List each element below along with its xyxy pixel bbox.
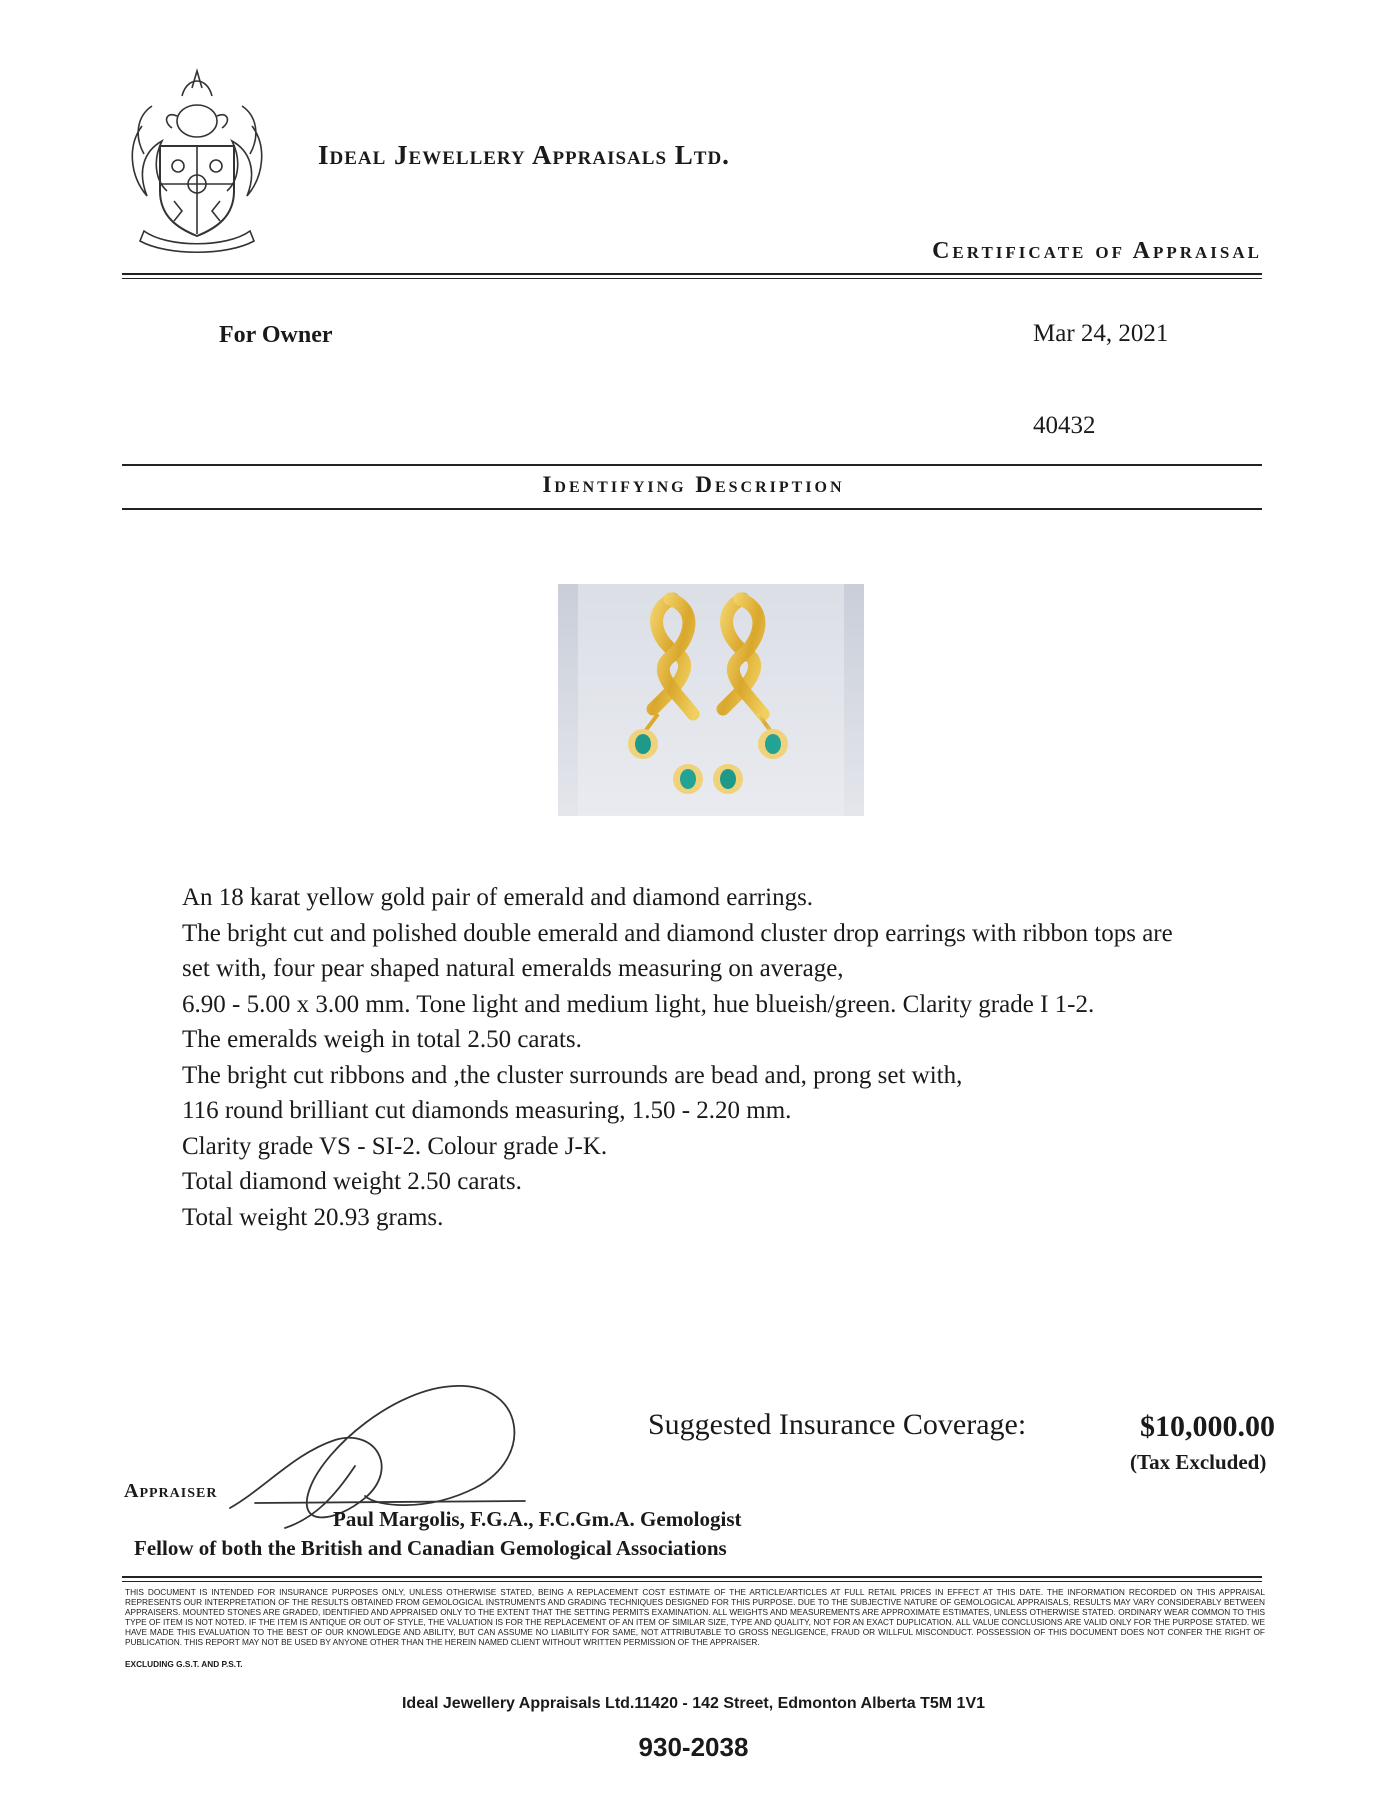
divider — [122, 278, 1262, 279]
appraiser-credentials: Fellow of both the British and Canadian Gemological Associations — [134, 1536, 727, 1560]
coat-of-arms-icon — [122, 66, 272, 254]
description-line: 116 round brilliant cut diamonds measuring, 1.50 - 2.20 mm. — [182, 1097, 792, 1124]
footer-phone: 930-2038 — [638, 1732, 749, 1762]
tax-exclusion-note: EXCLUDING G.S.T. AND P.S.T. — [125, 1659, 243, 1669]
item-description — [182, 880, 1302, 1235]
divider — [122, 464, 1262, 466]
description-line: The bright cut and polished double emerald and diamond cluster drop earrings with ribbon tops are — [182, 919, 1173, 947]
description-line: Total diamond weight 2.50 carats. — [182, 1168, 522, 1195]
tax-note: (Tax Excluded) — [1130, 1450, 1267, 1474]
description-line: The bright cut ribbons and ,the cluster surrounds are bead and, prong set with, — [182, 1061, 963, 1089]
description-line: set with, four pear shaped natural emeralds measuring on average, — [182, 955, 844, 982]
disclaimer-text: THIS DOCUMENT IS INTENDED FOR INSURANCE PURPOSES ONLY, UNLESS OTHERWISE STATED, BEING A REPLACEMENT COST ESTIMATE OF THE ARTICLE/ARTICLES AT FULL RETAIL PRICES IN EFFECT AT THIS DATE. THE INFORMATION RECORDED ON THIS APPRAISAL REPRESENTS OUR INTERPRETATION OF THE RESULTS OBTAINED FROM GEMOLOGICAL INSTRUMENTS AND GRADING TECHNIQUES DESIGNED FOR THIS PURPOSE. DUE TO THE SUBJECTIVE NATURE OF GEMOLOGICAL APPRAISALS, RESULTS MAY VARY CONSIDERABLY BETWEEN APPRAISERS. MOUNTED STONES ARE GRADED, IDENTIFIED AND APPRAISED ONLY TO THE EXTENT THAT THE SETTING PERMITS EXAMINATION. ALL WEIGHTS AND MEASUREMENTS ARE APPROXIMATE ESTIMATES, UNLESS OTHERWISE STATED. ORDINARY WEAR COMMON TO THIS TYPE OF ITEM IS NOT NOTED. IF THE ITEM IS ANTIQUE OR OUT OF STYLE, THE VALUATION IS FOR THE REPLACEMENT OF AN ITEM OF SIMILAR SIZE, TYPE AND QUALITY, NOT FOR AN EXACT DUPLICATION. ALL VALUE CONCLUSIONS ARE VALID ONLY FOR THE PURPOSE STATED. WE HAVE MADE THIS EVALUATION TO THE BEST OF OUR KNOWLEDGE AND ABILITY, BUT CAN ASSUME NO LIABILITY FOR SAME, NOT ATTRIBUTABLE TO GROSS NEGLIGENCE, FRAUD OR WILLFUL MISCONDUCT. POSSESSION OF THIS DOCUMENT DOES NOT CONFER THE RIGHT OF PUBLICATION. THIS REPORT MAY NOT BE USED BY ANYONE OTHER THAN THE HEREIN NAMED CLIENT WITHOUT WRITTEN PERMISSION OF THE APPRAISER. — [125, 1587, 1265, 1647]
certificate-title: Certificate of Appraisal — [932, 238, 1262, 264]
description-line: An 18 karat yellow gold pair of emerald and diamond earrings. — [182, 884, 814, 911]
insurance-coverage-value: $10,000.00 — [1140, 1410, 1275, 1443]
description-line: Total weight 20.93 grams. — [182, 1203, 444, 1231]
description-line: 6.90 - 5.00 x 3.00 mm. Tone light and medium light, hue blueish/green. Clarity grade I 1-2. — [182, 990, 1095, 1018]
divider — [122, 1581, 1262, 1582]
section-title: Identifying Description — [542, 472, 845, 497]
earrings-photo — [558, 584, 864, 816]
owner-label: For Owner — [219, 322, 333, 348]
description-line: Clarity grade VS - SI-2. Colour grade J-K. — [182, 1132, 608, 1160]
description-line: The emeralds weigh in total 2.50 carats. — [182, 1026, 582, 1053]
divider — [122, 1576, 1262, 1578]
footer-address: Ideal Jewellery Appraisals Ltd.11420 - 142 Street, Edmonton Alberta T5M 1V1 — [401, 1695, 986, 1712]
company-name: Ideal Jewellery Appraisals Ltd. — [318, 140, 730, 170]
certificate-number: 40432 — [1033, 412, 1096, 439]
divider — [122, 273, 1262, 275]
appraiser-label: Appraiser — [124, 1480, 218, 1502]
divider — [122, 508, 1262, 510]
appraisal-date: Mar 24, 2021 — [1033, 320, 1169, 347]
appraiser-name: Paul Margolis, F.G.A., F.C.Gm.A. Gemologist — [333, 1507, 742, 1531]
insurance-coverage-label: Suggested Insurance Coverage: — [648, 1408, 1027, 1441]
